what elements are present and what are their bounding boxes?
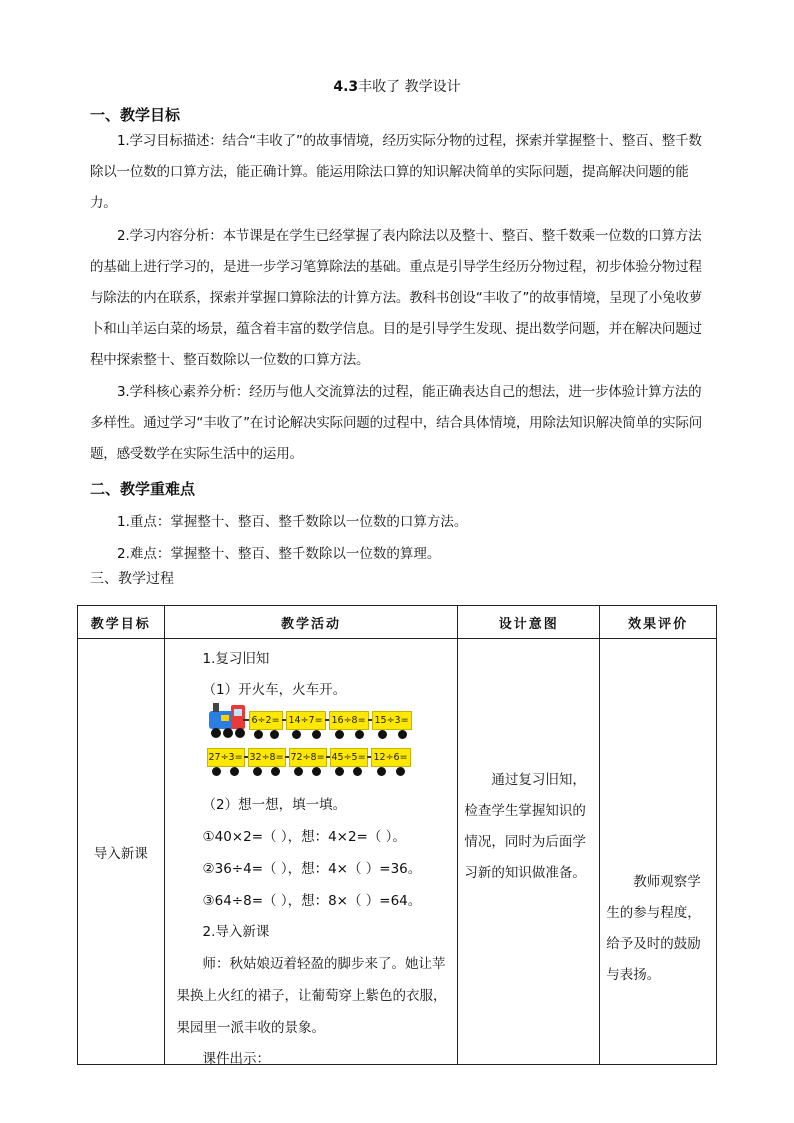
table-header-row — [78, 606, 717, 639]
activity-question-1: ①40×2=（ ），想：4×2=（ ）。 — [202, 829, 406, 845]
evaluation-text: 教师观察学生的参与程度，给予及时的鼓励与表扬。 — [606, 874, 701, 983]
key-point-1: 1.重点：掌握整十、整百、整千数除以一位数的口算方法。 — [117, 514, 468, 530]
objective-paragraph-3: 3.学科核心素养分析：经历与他人交流算法的过程，能正确表达自己的想法，进一步体验计算方法的多样性。通过学习“丰收了”在讨论解决实际问题的过程中，结合具体情境，用除法知识解决简单的实际问题，感受数学在实际生活中的运用。 — [90, 384, 703, 462]
activity-text-line: 果园里一派丰收的景象。 — [176, 1020, 326, 1036]
activity-courseware-label: 课件出示： — [202, 1051, 271, 1067]
train-car: 16÷8= — [329, 711, 369, 730]
header-intent: 设计意图 — [458, 606, 600, 639]
lesson-table — [77, 605, 717, 1065]
objective-paragraph-2: 2.学习内容分析：本节课是在学生已经掌握了表内除法以及整十、整百、整千数乘一位数的口算方法的基础上进行学习的，是进一步学习笔算除法的基础。重点是引导学生经历分物过程，初步体验分物过程与除法的内在联系，探索并掌握口算除法的计算方法。教科书创设“丰收了”的故事情境，呈现了小兔收萝卜和山羊运白菜的场景，蕴含着丰富的数学信息。目的是引导学生发现、提出数学问题，并在解决问题过程中探索整十、整百数除以一位数的口算方法。 — [90, 228, 703, 368]
table-row — [78, 639, 717, 1065]
header-evaluation: 效果评价 — [600, 606, 717, 639]
intent-text: 通过复习旧知，检查学生掌握知识的情况，同时为后面学习新的知识做准备。 — [464, 772, 586, 881]
page-title: 4.3丰收了 教学设计 — [333, 79, 461, 95]
activity-question-3: ③64÷8=（ ），想：8×（ ）=64。 — [202, 893, 422, 909]
train-car: 6÷2= — [249, 711, 283, 730]
activity-question-2: ②36÷4=（ ），想：4×（ ）=36。 — [202, 861, 422, 877]
section-heading-objectives: 一、教学目标 — [90, 106, 181, 124]
header-goal: 教学目标 — [78, 606, 165, 639]
train-car: 45÷5= — [330, 748, 368, 767]
train-car: 72÷8= — [289, 748, 327, 767]
goal-cell: 导入新课 — [78, 639, 165, 1065]
activity-review-heading: 1.复习旧知 — [202, 651, 270, 667]
activity-train-instruction: （1）开火车，火车开。 — [202, 682, 347, 698]
activity-intro-heading: 2.导入新课 — [202, 924, 270, 940]
activity-text-line: 果换上火红的裙子，让葡萄穿上紫色的衣服， — [176, 988, 447, 1004]
section-heading-keypoints: 二、教学重难点 — [90, 480, 196, 498]
activity-cell — [164, 639, 458, 1065]
train-car: 32÷8= — [248, 748, 286, 767]
evaluation-cell — [600, 639, 717, 1065]
train-car: 15÷3= — [372, 711, 412, 730]
activity-text-line: 师：秋姑娘迈着轻盈的脚步来了。她让苹 — [202, 956, 446, 972]
intent-cell — [458, 639, 600, 1065]
train-car: 27÷3= — [207, 748, 245, 767]
objective-paragraph-1: 1.学习目标描述：结合“丰收了”的故事情境，经历实际分物的过程，探索并掌握整十、整百、整千数除以一位数的口算方法，能正确计算。能运用除法口算的知识解决简单的实际问题，提高解决问题的能力。 — [90, 133, 702, 211]
locomotive-icon — [207, 701, 249, 741]
header-activity: 教学活动 — [164, 606, 458, 639]
section-heading-process: 三、教学过程 — [90, 571, 174, 587]
activity-fill-instruction: （2）想一想，填一填。 — [202, 797, 347, 813]
train-car: 12÷6= — [371, 748, 411, 767]
key-point-2: 2.难点：掌握整十、整百、整千数除以一位数的算理。 — [117, 546, 441, 562]
train-illustration — [207, 701, 417, 783]
train-car: 14÷7= — [286, 711, 326, 730]
